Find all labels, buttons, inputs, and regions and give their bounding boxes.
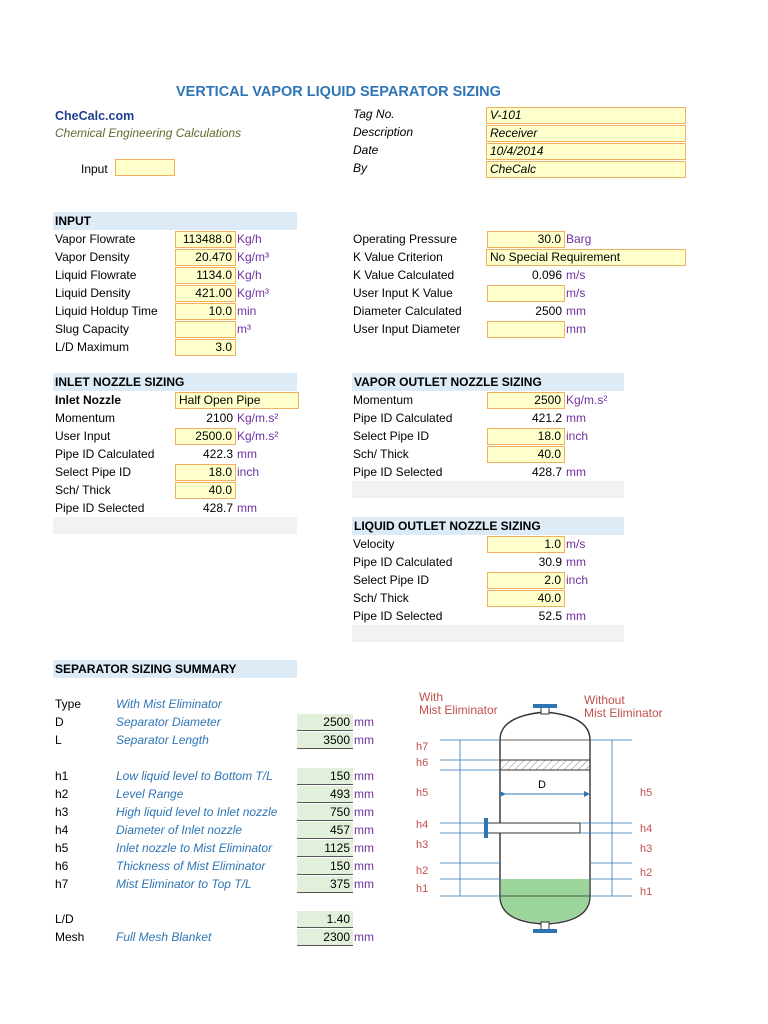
summary-description: Level Range (116, 787, 184, 801)
inlet-label: Momentum (55, 411, 116, 425)
summary-unit: mm (354, 859, 374, 873)
without-label-1: Without (584, 693, 625, 707)
right-dimension-labels (640, 787, 652, 898)
liquid-outlet-value-cell[interactable]: 40.0 (487, 590, 565, 607)
summary-label: h4 (55, 823, 69, 837)
summary-value: 1125 (297, 840, 353, 857)
header-field-value[interactable]: Receiver (486, 125, 686, 142)
brand-name: CheCalc.com (55, 109, 135, 123)
inlet-label: Sch/ Thick (55, 483, 111, 497)
bottom-nozzle (541, 922, 549, 930)
input-value-cell[interactable]: 10.0 (175, 303, 236, 320)
summary-value: 150 (297, 768, 353, 785)
summary-value: 1.40 (297, 911, 353, 928)
vapor-outlet-unit: inch (566, 429, 589, 443)
summary-value: 375 (297, 876, 353, 893)
summary-description: Mist Eliminator to Top T/L (116, 877, 252, 891)
left-dim-label-h2: h2 (416, 865, 429, 877)
summary-type-value: With Mist Eliminator (116, 697, 222, 711)
liquid-outlet-label: Velocity (353, 537, 395, 551)
input-value-cell[interactable] (175, 321, 236, 338)
inlet-value-cell[interactable]: 18.0 (175, 464, 236, 481)
summary-unit: mm (354, 930, 374, 944)
input-value-cell[interactable]: 421.00 (175, 285, 236, 302)
output-value: 2500 (535, 304, 562, 318)
inlet-spacer-band (53, 517, 297, 534)
summary-unit: mm (354, 841, 374, 855)
liquid-outlet-label: Sch/ Thick (353, 591, 409, 605)
user-input-label: Input (81, 162, 108, 176)
summary-label: L (55, 733, 62, 747)
vapor-outlet-label: Pipe ID Selected (353, 465, 443, 479)
inlet-pipe (486, 823, 580, 833)
summary-label: h5 (55, 841, 69, 855)
vapor-outlet-value-cell[interactable]: 40.0 (487, 446, 565, 463)
liquid-outlet-header: LIQUID OUTLET NOZZLE SIZING (352, 517, 624, 535)
left-dim-label-h7: h7 (416, 741, 429, 753)
input-label: Liquid Density (55, 286, 131, 300)
input-value-cell[interactable]: 113488.0 (175, 231, 236, 248)
summary-label: h7 (55, 877, 69, 891)
summary-label: D (55, 715, 64, 729)
summary-value: 150 (297, 858, 353, 875)
input-label: Vapor Flowrate (55, 232, 136, 246)
vapor-outlet-value-cell[interactable]: 18.0 (487, 428, 565, 445)
liquid-outlet-value-cell[interactable]: 2.0 (487, 572, 565, 589)
liquid-outlet-unit: inch (566, 573, 589, 587)
input-right-unit: m/s (566, 268, 586, 282)
liquid-outlet-label: Pipe ID Selected (353, 609, 443, 623)
inlet-label: User Input (55, 429, 111, 443)
summary-label: L/D (55, 912, 74, 926)
header-field-label: Description (353, 125, 414, 139)
liquid-outlet-output: 52.5 (538, 609, 562, 623)
separator-diagram (400, 686, 690, 946)
vapor-outlet-label: Select Pipe ID (353, 429, 430, 443)
summary-value: 2300 (297, 929, 353, 946)
inlet-type-select[interactable]: Half Open Pipe (175, 392, 299, 409)
input-right-label: K Value Calculated (353, 268, 455, 282)
mist-eliminator (500, 760, 590, 770)
summary-description: Full Mesh Blanket (116, 930, 212, 944)
liquid-outlet-unit: mm (566, 609, 586, 623)
vapor-spacer-band (352, 481, 624, 498)
k-value-criterion-select[interactable]: No Special Requirement (486, 249, 686, 266)
input-header: INPUT (53, 212, 297, 230)
summary-description: Low liquid level to Bottom T/L (116, 769, 273, 783)
liquid-outlet-output: 30.9 (538, 555, 562, 569)
summary-value: 3500 (297, 732, 353, 749)
inlet-output: 428.7 (202, 501, 233, 515)
header-field-label: Tag No. (353, 107, 395, 121)
inlet-output: 2100 (206, 411, 233, 425)
summary-unit: mm (354, 805, 374, 819)
input-value-cell[interactable]: 1134.0 (175, 267, 236, 284)
bottom-flange (533, 929, 557, 933)
with-label-1: With (419, 690, 443, 704)
summary-label: h1 (55, 769, 69, 783)
input-unit: Kg/m³ (237, 250, 270, 264)
header-field-value[interactable]: V-101 (486, 107, 686, 124)
summary-unit: mm (354, 715, 374, 729)
inlet-value-cell[interactable]: 2500.0 (175, 428, 236, 445)
left-dim-label-h5: h5 (416, 787, 429, 799)
summary-value: 493 (297, 786, 353, 803)
user-input-cell[interactable] (115, 159, 175, 176)
summary-description: Separator Length (116, 733, 209, 747)
input-value-cell[interactable]: 3.0 (175, 339, 236, 356)
header-field-label: By (353, 161, 368, 175)
left-dimension-labels (416, 741, 428, 895)
left-dimension-lines (440, 740, 500, 896)
input-label: Liquid Flowrate (55, 268, 137, 282)
inlet-nozzle-header: INLET NOZZLE SIZING (53, 373, 297, 391)
summary-value: 457 (297, 822, 353, 839)
top-flange (533, 704, 557, 708)
vapor-outlet-label: Pipe ID Calculated (353, 411, 453, 425)
input-right-label: K Value Criterion (353, 250, 443, 264)
liquid-outlet-value-cell[interactable]: 1.0 (487, 536, 565, 553)
summary-unit: mm (354, 877, 374, 891)
liquid-level (501, 879, 590, 923)
liquid-outlet-unit: m/s (566, 537, 586, 551)
inlet-unit: mm (237, 501, 257, 515)
liquid-outlet-unit: mm (566, 555, 586, 569)
header-field-label: Date (353, 143, 379, 157)
right-dim-label-h2: h2 (640, 867, 653, 879)
summary-description: Separator Diameter (116, 715, 221, 729)
input-value-cell[interactable]: 20.470 (175, 249, 236, 266)
vapor-outlet-output: 421.2 (531, 411, 562, 425)
left-dim-label-h3: h3 (416, 839, 429, 851)
left-dim-label-h1: h1 (416, 883, 429, 895)
inlet-unit: Kg/m.s² (237, 411, 279, 425)
summary-description: Thickness of Mist Eliminator (116, 859, 266, 873)
input-right-unit: mm (566, 304, 586, 318)
input-right-value-cell[interactable] (487, 321, 565, 338)
liquid-outlet-label: Select Pipe ID (353, 573, 430, 587)
summary-value: 750 (297, 804, 353, 821)
inlet-label: Select Pipe ID (55, 465, 132, 479)
summary-unit: mm (354, 769, 374, 783)
without-label-2: Mist Eliminator (584, 706, 663, 720)
summary-label: h6 (55, 859, 69, 873)
input-right-label: Operating Pressure (353, 232, 458, 246)
input-label: Liquid Holdup Time (55, 304, 158, 318)
input-label: L/D Maximum (55, 340, 130, 354)
summary-label: h2 (55, 787, 69, 801)
input-right-value-cell[interactable] (487, 285, 565, 302)
summary-label: h3 (55, 805, 69, 819)
liquid-outlet-label: Pipe ID Calculated (353, 555, 453, 569)
vapor-outlet-unit: Kg/m.s² (566, 393, 608, 407)
summary-type-label: Type (55, 697, 82, 711)
header-field-value[interactable]: 10/4/2014 (486, 143, 686, 160)
right-dim-label-h4: h4 (640, 823, 653, 835)
inlet-unit: inch (237, 465, 260, 479)
input-right-unit: mm (566, 322, 586, 336)
input-label: Slug Capacity (55, 322, 130, 336)
inlet-label: Pipe ID Selected (55, 501, 145, 515)
inlet-label: Pipe ID Calculated (55, 447, 155, 461)
summary-unit: mm (354, 733, 374, 747)
right-dim-label-h3: h3 (640, 843, 653, 855)
inlet-value-cell[interactable]: 40.0 (175, 482, 236, 499)
input-right-label: User Input K Value (353, 286, 453, 300)
summary-description: Diameter of Inlet nozzle (116, 823, 243, 837)
input-unit: m³ (237, 322, 251, 336)
summary-description: Inlet nozzle to Mist Eliminator (116, 841, 273, 855)
inlet-unit: mm (237, 447, 257, 461)
page-title: VERTICAL VAPOR LIQUID SEPARATOR SIZING (176, 84, 501, 100)
input-unit: Kg/h (237, 268, 262, 282)
input-right-unit: Barg (566, 232, 592, 246)
vapor-outlet-label: Sch/ Thick (353, 447, 409, 461)
right-dim-label-h1: h1 (640, 886, 653, 898)
right-dim-label-h5: h5 (640, 787, 653, 799)
diameter-label: D (538, 779, 546, 791)
vapor-outlet-unit: mm (566, 465, 586, 479)
summary-unit: mm (354, 787, 374, 801)
vapor-outlet-unit: mm (566, 411, 586, 425)
input-unit: min (237, 304, 257, 318)
input-unit: Kg/h (237, 232, 262, 246)
inlet-output: 422.3 (202, 447, 233, 461)
vapor-outlet-header: VAPOR OUTLET NOZZLE SIZING (352, 373, 624, 391)
output-value: 0.096 (531, 268, 562, 282)
left-dim-label-h6: h6 (416, 757, 429, 769)
header-field-value[interactable]: CheCalc (486, 161, 686, 178)
input-right-label: User Input Diameter (353, 322, 461, 336)
vapor-outlet-output: 428.7 (531, 465, 562, 479)
input-right-label: Diameter Calculated (353, 304, 462, 318)
input-label: Vapor Density (55, 250, 130, 264)
summary-label: Mesh (55, 930, 85, 944)
input-right-value-cell[interactable]: 30.0 (487, 231, 565, 248)
inlet-label: Inlet Nozzle (55, 393, 122, 407)
inlet-flange (484, 818, 488, 838)
summary-description: High liquid level to Inlet nozzle (116, 805, 278, 819)
with-label-2: Mist Eliminator (419, 703, 498, 717)
input-unit: Kg/m³ (237, 286, 270, 300)
summary-value: 2500 (297, 714, 353, 731)
vapor-outlet-label: Momentum (353, 393, 414, 407)
left-dim-label-h4: h4 (416, 819, 429, 831)
liquid-spacer-band (352, 625, 624, 642)
vapor-outlet-value-cell[interactable]: 2500 (487, 392, 565, 409)
summary-header: SEPARATOR SIZING SUMMARY (53, 660, 297, 678)
summary-unit: mm (354, 823, 374, 837)
input-right-unit: m/s (566, 286, 586, 300)
brand-subtitle: Chemical Engineering Calculations (55, 126, 242, 140)
inlet-unit: Kg/m.s² (237, 429, 279, 443)
